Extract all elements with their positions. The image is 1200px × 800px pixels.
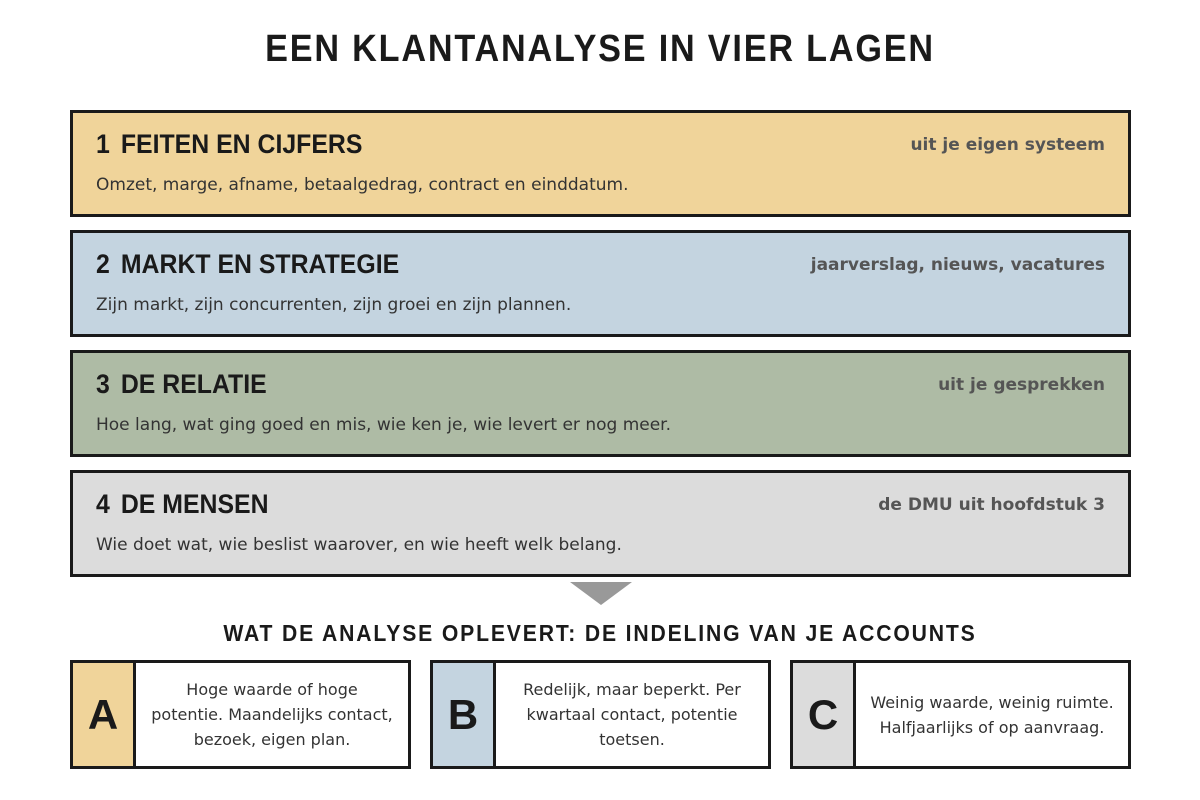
down-arrow-icon <box>570 582 632 605</box>
layer-relationship <box>70 350 1131 457</box>
layer-number: 3 <box>96 369 110 399</box>
layer-title: FEITEN EN CIJFERS <box>120 129 363 159</box>
layer-description: Wie doet wat, wie beslist waarover, en wie heeft welk belang. <box>96 535 622 555</box>
account-class-c <box>790 660 1131 769</box>
class-letter: B <box>433 663 496 766</box>
layer-title: DE RELATIE <box>120 369 267 399</box>
class-letter: C <box>793 663 856 766</box>
layer-description: Hoe lang, wat ging goed en mis, wie ken je, wie levert er nog meer. <box>96 415 672 435</box>
layer-description: Omzet, marge, afname, betaalgedrag, contract en einddatum. <box>96 175 629 195</box>
layer-number: 4 <box>96 489 110 519</box>
class-description: Redelijk, maar beperkt. Per kwartaal contact, potentie toetsen. <box>523 680 741 749</box>
class-description: Hoge waarde of hoge potentie. Maandelijks contact, bezoek, eigen plan. <box>151 680 393 749</box>
layer-number: 2 <box>96 249 110 279</box>
page-title: EEN KLANTANALYSE IN VIER LAGEN <box>265 28 935 70</box>
account-class-b <box>430 660 771 769</box>
layer-source: de DMU uit hoofdstuk 3 <box>878 495 1105 515</box>
layer-heading <box>96 249 399 280</box>
result-heading: WAT DE ANALYSE OPLEVERT: DE INDELING VAN JE ACCOUNTS <box>223 620 977 646</box>
layer-facts-and-figures <box>70 110 1131 217</box>
layer-title: MARKT EN STRATEGIE <box>120 249 400 279</box>
layer-heading <box>96 369 267 400</box>
layer-people <box>70 470 1131 577</box>
layer-source: jaarverslag, nieuws, vacatures <box>810 255 1105 275</box>
layer-description: Zijn markt, zijn concurrenten, zijn groei en zijn plannen. <box>96 295 572 315</box>
layer-title: DE MENSEN <box>120 489 269 519</box>
account-class-a <box>70 660 411 769</box>
class-description: Weinig waarde, weinig ruimte. Halfjaarlijks of op aanvraag. <box>870 692 1114 737</box>
layer-number: 1 <box>96 129 110 159</box>
layer-heading <box>96 129 362 160</box>
class-letter: A <box>73 663 136 766</box>
layer-source: uit je gesprekken <box>938 375 1105 395</box>
layer-source: uit je eigen systeem <box>910 135 1105 155</box>
layer-market-and-strategy <box>70 230 1131 337</box>
layer-heading <box>96 489 269 520</box>
